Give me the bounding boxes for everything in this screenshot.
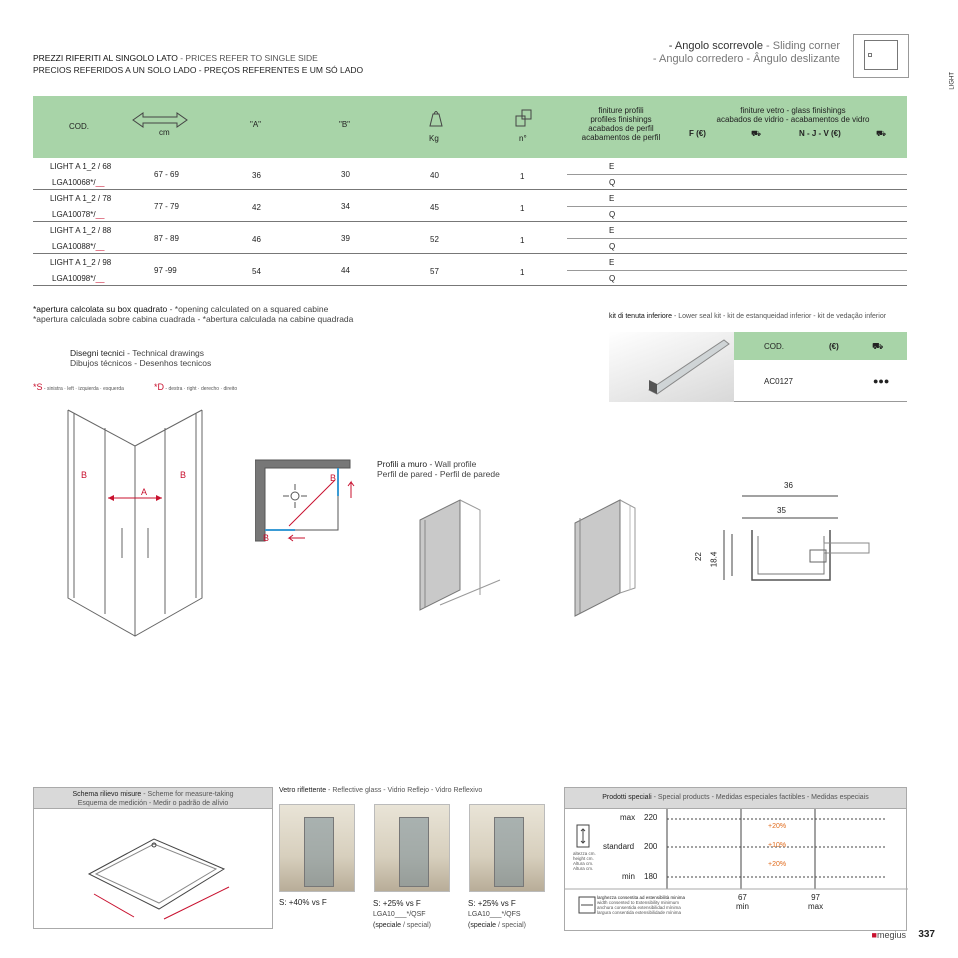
price-note-header: [33, 52, 363, 76]
row-kg: 45: [430, 203, 439, 212]
plan-label-b2: B: [330, 473, 337, 483]
row-border: [33, 285, 907, 286]
row-code: [52, 242, 105, 251]
header-bold: PREZZI RIFERITI AL SINGOLO LATO: [33, 53, 178, 63]
h-min-label: min: [622, 872, 635, 881]
measure-box: [33, 809, 273, 929]
row-fin-q: Q: [609, 210, 616, 219]
wall-title-bold: Profili a muro: [377, 459, 428, 469]
height-caption: [573, 851, 596, 871]
drawings-title-rest: - Technical drawings: [124, 348, 205, 358]
header-rest: - PRICES REFER TO SINGLE SIDE: [177, 53, 318, 63]
row-fin-q: Q: [609, 274, 616, 283]
reflective-note-rest: / special): [496, 922, 526, 929]
measure-title-rest: - Scheme for measure-taking: [141, 791, 234, 798]
page-number: 337: [918, 929, 935, 940]
kit-col-cod: COD.: [764, 342, 784, 351]
row-fin-q: Q: [609, 178, 616, 187]
pct-2: +10%: [768, 842, 787, 849]
reflective-label-3: S: +25% vs F: [468, 899, 516, 908]
row-name: LIGHT A 1_2 / 88: [50, 226, 112, 235]
reflective-code-text: LGA10___*/QFS: [468, 911, 521, 918]
header-line2: PRECIOS REFERIDOS A UN SOLO LADO - PREÇOS REFERENTES E UM SÓ LADO: [33, 65, 364, 75]
label-b-left: B: [81, 470, 88, 480]
kit-table-header: [734, 332, 907, 360]
col-a: "A": [250, 120, 262, 129]
row-name: LIGHT A 1_2 / 68: [50, 162, 112, 171]
width-arrows-icon: [131, 112, 189, 128]
reflective-item-2: [373, 898, 431, 931]
measure-drawing: [34, 809, 272, 927]
row-b: 39: [341, 234, 350, 243]
row-cm: 97 -99: [154, 266, 177, 275]
front-elevation-drawing: [60, 398, 215, 643]
profile-section-drawing: [712, 488, 872, 588]
reflective-note-rest: / special): [401, 922, 431, 929]
kit-title-bold: kit di tenuta inferiore: [609, 313, 673, 320]
delivery-icon: ⛟: [751, 129, 762, 138]
row-border: [33, 221, 907, 222]
col-cm: cm: [159, 128, 170, 137]
title-dark: - Angolo scorrevole: [668, 40, 763, 52]
reflective-photo-3: [469, 804, 545, 892]
row-a: 36: [252, 171, 261, 180]
reflective-note-bold: (speciale: [373, 922, 402, 929]
h-max-label: max: [620, 813, 636, 822]
row-b: 30: [341, 170, 350, 179]
w-max-value: [808, 893, 823, 911]
row-code-text: LGA10068*/: [52, 178, 96, 187]
row-cm: 77 - 79: [154, 202, 179, 211]
kit-box: [609, 332, 907, 402]
s-desc: - sinistra · left · izquierda · esquerda: [42, 386, 124, 392]
row-a: 54: [252, 267, 261, 276]
title-light: - Sliding corner: [762, 40, 840, 52]
w-max: 97: [811, 893, 821, 902]
measure-header: [33, 787, 273, 809]
width-caption-line: width consented to Extensibility minimum: [597, 900, 680, 905]
row-a: 46: [252, 235, 261, 244]
row-divider: [567, 238, 907, 239]
reflective-code-text: LGA10___*/QSF: [373, 911, 426, 918]
plan-label-b: B: [263, 533, 270, 543]
measure-title-bold: Schema rilievo misure: [72, 791, 142, 798]
row-divider: [567, 174, 907, 175]
title-line2: - Angulo corredero - Ângulo deslizante: [652, 53, 840, 65]
right-label: [154, 382, 237, 392]
col-finiture-vetro: [693, 106, 893, 124]
dim-18-4: 18.4: [709, 551, 719, 568]
row-fin-q: Q: [609, 242, 616, 251]
page-title: [653, 40, 840, 66]
pct-3: +20%: [768, 861, 787, 868]
reflective-photo-1: [279, 804, 355, 892]
row-b: 44: [341, 266, 350, 275]
height-caption-line: height cm.: [573, 856, 594, 861]
opening-note: [33, 304, 353, 324]
dim-22: 22: [693, 552, 703, 561]
note-rest: - *opening calculated on a squared cabine: [167, 304, 329, 314]
row-code-text: LGA10098*/: [52, 274, 96, 283]
fp-line: acabamentos de perfil: [581, 133, 661, 142]
label-b-right: B: [180, 470, 187, 480]
row-cm: 87 - 89: [154, 234, 179, 243]
pct-1: +20%: [768, 823, 787, 830]
width-caption-line: anchura consentida extensibilidad mínima: [597, 905, 681, 910]
row-name: LIGHT A 1_2 / 78: [50, 194, 112, 203]
row-fin-e: E: [609, 258, 615, 267]
row-kg: 40: [430, 171, 439, 180]
row-a: 42: [252, 203, 261, 212]
row-fin-e: E: [609, 226, 615, 235]
row-code: [52, 210, 105, 219]
height-caption-line: altezza cm.: [573, 851, 596, 856]
reflective-note-bold: (speciale: [468, 922, 497, 929]
note-line2: *apertura calculada sobre cabina cuadrada - *abertura calculada na cabine quadrada: [33, 314, 354, 324]
brand-name: megius: [876, 930, 906, 940]
code-placeholder: __: [95, 210, 105, 219]
code-placeholder: __: [95, 242, 105, 251]
fp-line: finiture profili: [598, 106, 644, 115]
kit-col-price: (€): [829, 342, 839, 351]
row-border: [33, 189, 907, 190]
fp-line: profiles finishings: [590, 115, 652, 124]
reflective-title-bold: Vetro riflettente: [279, 787, 327, 794]
special-box: [564, 809, 907, 931]
d-label: *D: [154, 382, 165, 392]
w-min-value: [736, 893, 749, 911]
row-fin-e: E: [609, 162, 615, 171]
row-n: 1: [520, 268, 525, 277]
h-std: 200: [644, 842, 658, 851]
row-code-text: LGA10088*/: [52, 242, 96, 251]
row-b: 34: [341, 202, 350, 211]
reflective-item-3: [468, 898, 526, 931]
fv-line: finiture vetro - glass finishings: [740, 106, 846, 115]
width-caption-line: larghezza consentita ad estensibilità minima: [597, 895, 686, 900]
col-price-njv: N - J - V (€): [799, 129, 841, 138]
wall-profile-drawing-1: [405, 495, 505, 620]
code-placeholder: __: [95, 178, 105, 187]
col-kg: Kg: [429, 134, 439, 143]
w-min-label: min: [736, 902, 749, 911]
reflective-title-rest: - Reflective glass - Vidrio Reflejo - Vidro Reflexivo: [326, 787, 483, 794]
kit-title-rest: - Lower seal kit - kit de estanqueidad inferior - kit de vedação inferior: [672, 313, 887, 320]
delivery-icon: ⛟: [872, 341, 884, 351]
fp-line: acabados de perfil: [588, 124, 654, 133]
wall-title-rest: - Wall profile: [427, 459, 477, 469]
left-label: [33, 382, 124, 392]
reflective-label-1: S: +40% vs F: [279, 898, 327, 907]
col-n: n°: [519, 134, 527, 143]
plan-thumbnail: [853, 34, 909, 78]
height-caption-line: Altura cm.: [573, 861, 594, 866]
row-n: 1: [520, 172, 525, 181]
w-max-label: max: [808, 902, 824, 911]
reflective-title: [279, 787, 482, 794]
width-caption: [597, 895, 685, 915]
row-code: [52, 178, 105, 187]
col-finiture-profili: [581, 106, 661, 142]
row-border: [33, 253, 907, 254]
brand-logo: ■megius: [871, 930, 906, 940]
kit-price: ●●●: [873, 376, 890, 386]
delivery-icon: ⛟: [876, 129, 887, 138]
wall-subtitle: Perfil de pared - Perfil de parede: [377, 469, 500, 479]
row-kg: 57: [430, 267, 439, 276]
special-header: [564, 787, 907, 809]
reflective-photo-2: [374, 804, 450, 892]
dim-36: 36: [784, 481, 793, 490]
s-label: *S: [33, 382, 43, 392]
row-fin-e: E: [609, 194, 615, 203]
row-name: LIGHT A 1_2 / 98: [50, 258, 112, 267]
h-std-label: standard: [603, 842, 635, 851]
seal-kit-image: [609, 332, 734, 402]
dim-35: 35: [777, 506, 786, 515]
wall-profile-drawing-2: [555, 478, 665, 618]
table-header: [33, 96, 907, 158]
wall-profile-title: [377, 459, 500, 479]
reflective-label-2: S: +25% vs F: [373, 899, 421, 908]
width-caption-line: largura consentida extensibilidade mínima: [597, 910, 682, 915]
kit-code: AC0127: [764, 377, 793, 386]
kit-title: [609, 313, 886, 320]
row-divider: [567, 270, 907, 271]
row-n: 1: [520, 204, 525, 213]
height-caption-line: Altura cm.: [573, 866, 594, 871]
note-bold: *apertura calcolata su box quadrato: [33, 304, 168, 314]
special-title-rest: - Special products - Medidas especiales factibles - Medidas especiais: [651, 794, 869, 801]
row-divider: [567, 206, 907, 207]
plan-drawing: [255, 456, 355, 546]
w-min: 67: [737, 893, 747, 902]
drawings-title-bold: Disegni tecnici: [70, 348, 125, 358]
row-code-text: LGA10078*/: [52, 210, 96, 219]
h-min: 180: [644, 872, 658, 881]
measure-subtitle: Esquema de medición - Medir o padrão de alívio: [77, 800, 229, 807]
col-b: "B": [339, 120, 351, 129]
code-placeholder: __: [95, 274, 105, 283]
row-kg: 52: [430, 235, 439, 244]
h-max: 220: [644, 813, 658, 822]
side-label: LIGHT: [950, 72, 956, 90]
drawings-title: [70, 348, 211, 368]
special-title-bold: Prodotti speciali: [602, 794, 652, 801]
reflective-code-2: [373, 909, 431, 920]
drawings-subtitle: Dibujos técnicos - Desenhos tecnicos: [70, 358, 212, 368]
d-desc: - destra · right · derecho · direito: [164, 386, 238, 392]
col-cod: COD.: [69, 122, 89, 131]
fv-line: acabados de vidrio - acabamentos de vidro: [716, 115, 870, 124]
row-cm: 67 - 69: [154, 170, 179, 179]
package-icon: [513, 108, 535, 130]
label-a: A: [141, 487, 148, 497]
row-n: 1: [520, 236, 525, 245]
row-code: [52, 274, 105, 283]
col-price-f: F (€): [689, 129, 706, 138]
weight-icon: [426, 108, 446, 128]
